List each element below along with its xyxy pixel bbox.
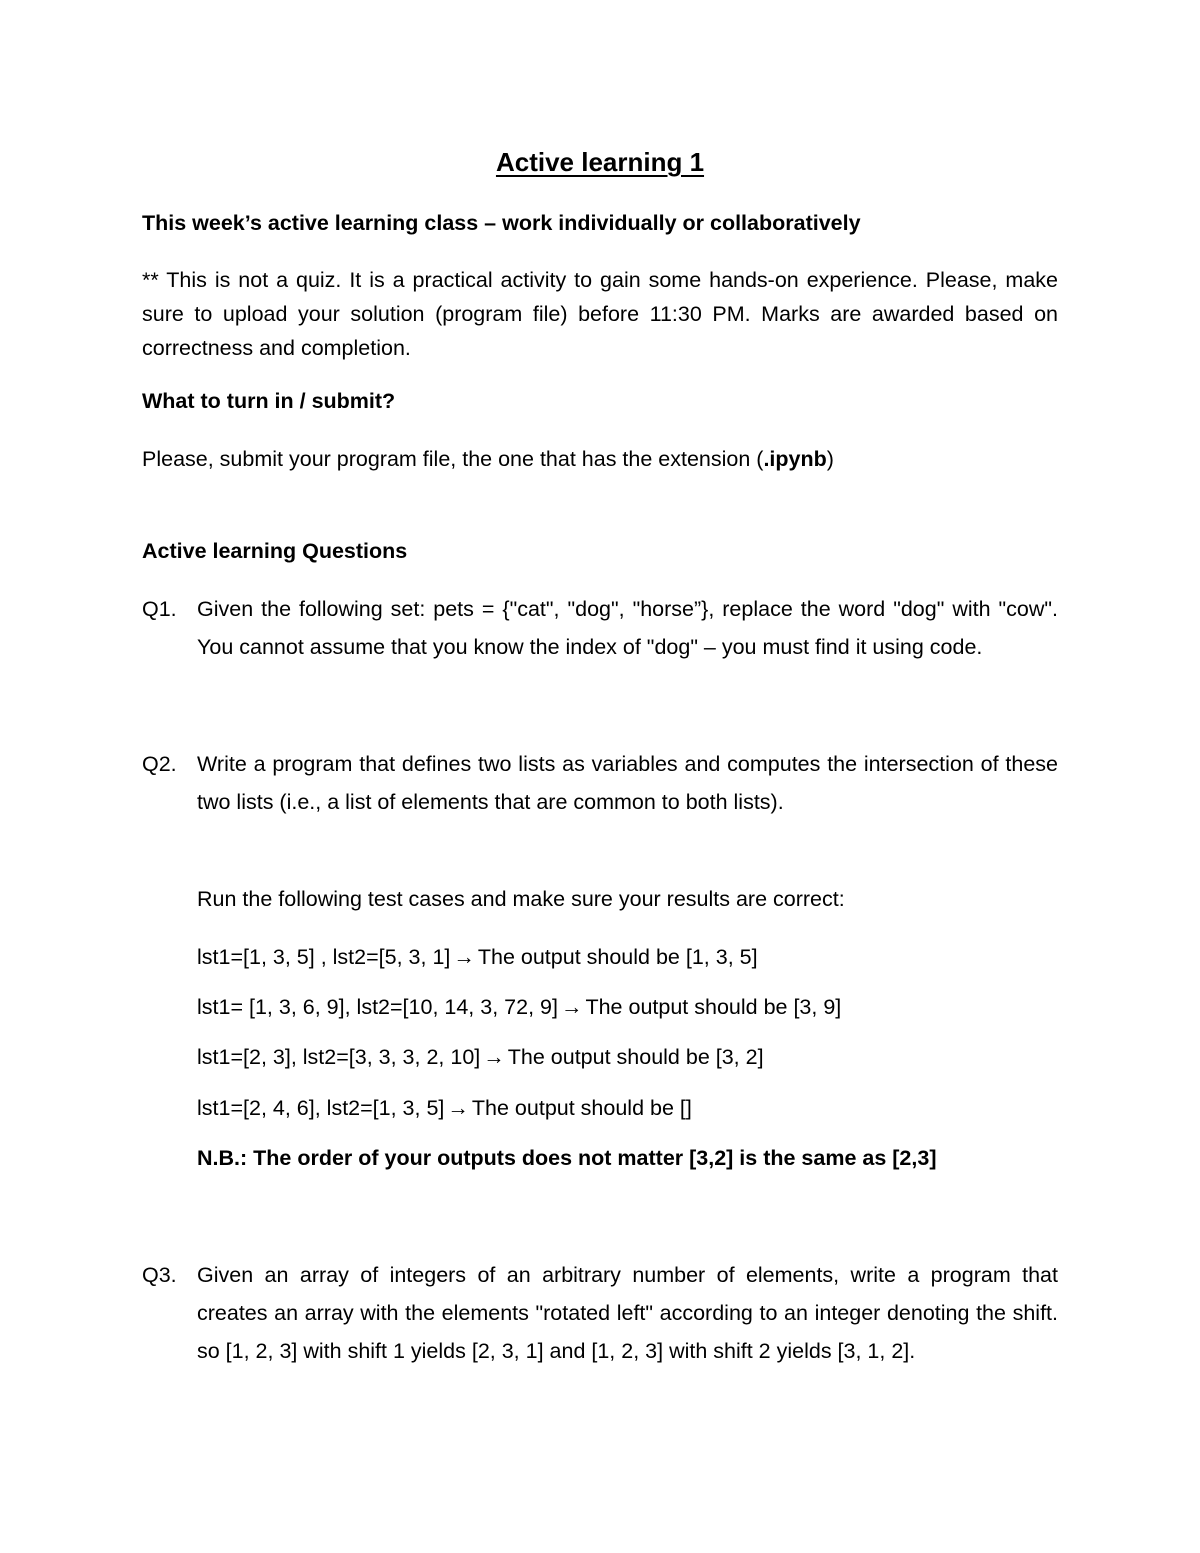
subtitle: This week’s active learning class – work individually or collaboratively (142, 211, 861, 235)
test-output: The output should be [3, 2] (507, 1045, 764, 1069)
arrow-icon: → (560, 995, 583, 1019)
submit-heading: What to turn in / submit? (142, 389, 396, 413)
test-case (197, 1042, 764, 1072)
test-output: The output should be [3, 9] (585, 995, 842, 1019)
question-number: Q2. (142, 752, 177, 776)
question-text: Write a program that defines two lists as variables and computes the intersection of these two lists (i.e., a list of elements that are common to both lists). (197, 752, 1058, 814)
test-case (197, 992, 841, 1022)
test-input: lst1=[2, 4, 6], lst2=[1, 3, 5] (197, 1096, 445, 1120)
submit-instructions (142, 444, 834, 474)
order-note: N.B.: The order of your outputs does not matter [3,2] is the same as [2,3] (197, 1146, 937, 1170)
question-number: Q1. (142, 597, 177, 621)
submit-text-prefix: Please, submit your program file, the one that has the extension ( (142, 447, 764, 471)
intro-paragraph: ** This is not a quiz. It is a practical activity to gain some hands-on experience. Please, make sure to upload your solution (program file) before 11:30 PM. Marks are awarded based on correctness and completion. (142, 268, 1058, 360)
test-output: The output should be [] (471, 1096, 692, 1120)
question-text: Given the following set: pets = {"cat", "dog", "horse”}, replace the word "dog" with "cow". You cannot assume that you know the index of "dog" – you must find it using code. (197, 597, 1058, 659)
test-intro: Run the following test cases and make sure your results are correct: (197, 887, 845, 911)
submit-text-suffix: ) (826, 447, 834, 471)
arrow-icon: → (483, 1045, 505, 1069)
page-title: Active learning 1 (495, 147, 705, 177)
arrow-icon: → (453, 945, 475, 969)
file-extension: .ipynb (763, 447, 827, 471)
test-input: lst1= [1, 3, 6, 9], lst2=[10, 14, 3, 72, 9] (197, 995, 558, 1019)
question-text: Given an array of integers of an arbitrary number of elements, write a program that creates an array with the elements "rotated left" according to an integer denoting the shift. so [1, 2, 3] with shift 1 yields [2, 3, 1] and [1, 2, 3] with shift 2 yields [3, 1, 2]. (197, 1263, 1058, 1363)
test-case (197, 1093, 692, 1123)
test-input: lst1=[2, 3], lst2=[3, 3, 3, 2, 10] (197, 1045, 481, 1069)
test-case (197, 942, 758, 972)
question-number: Q3. (142, 1263, 177, 1287)
test-input: lst1=[1, 3, 5] , lst2=[5, 3, 1] (197, 945, 451, 969)
questions-heading: Active learning Questions (142, 539, 408, 563)
arrow-icon: → (447, 1096, 469, 1120)
test-output: The output should be [1, 3, 5] (477, 945, 758, 969)
